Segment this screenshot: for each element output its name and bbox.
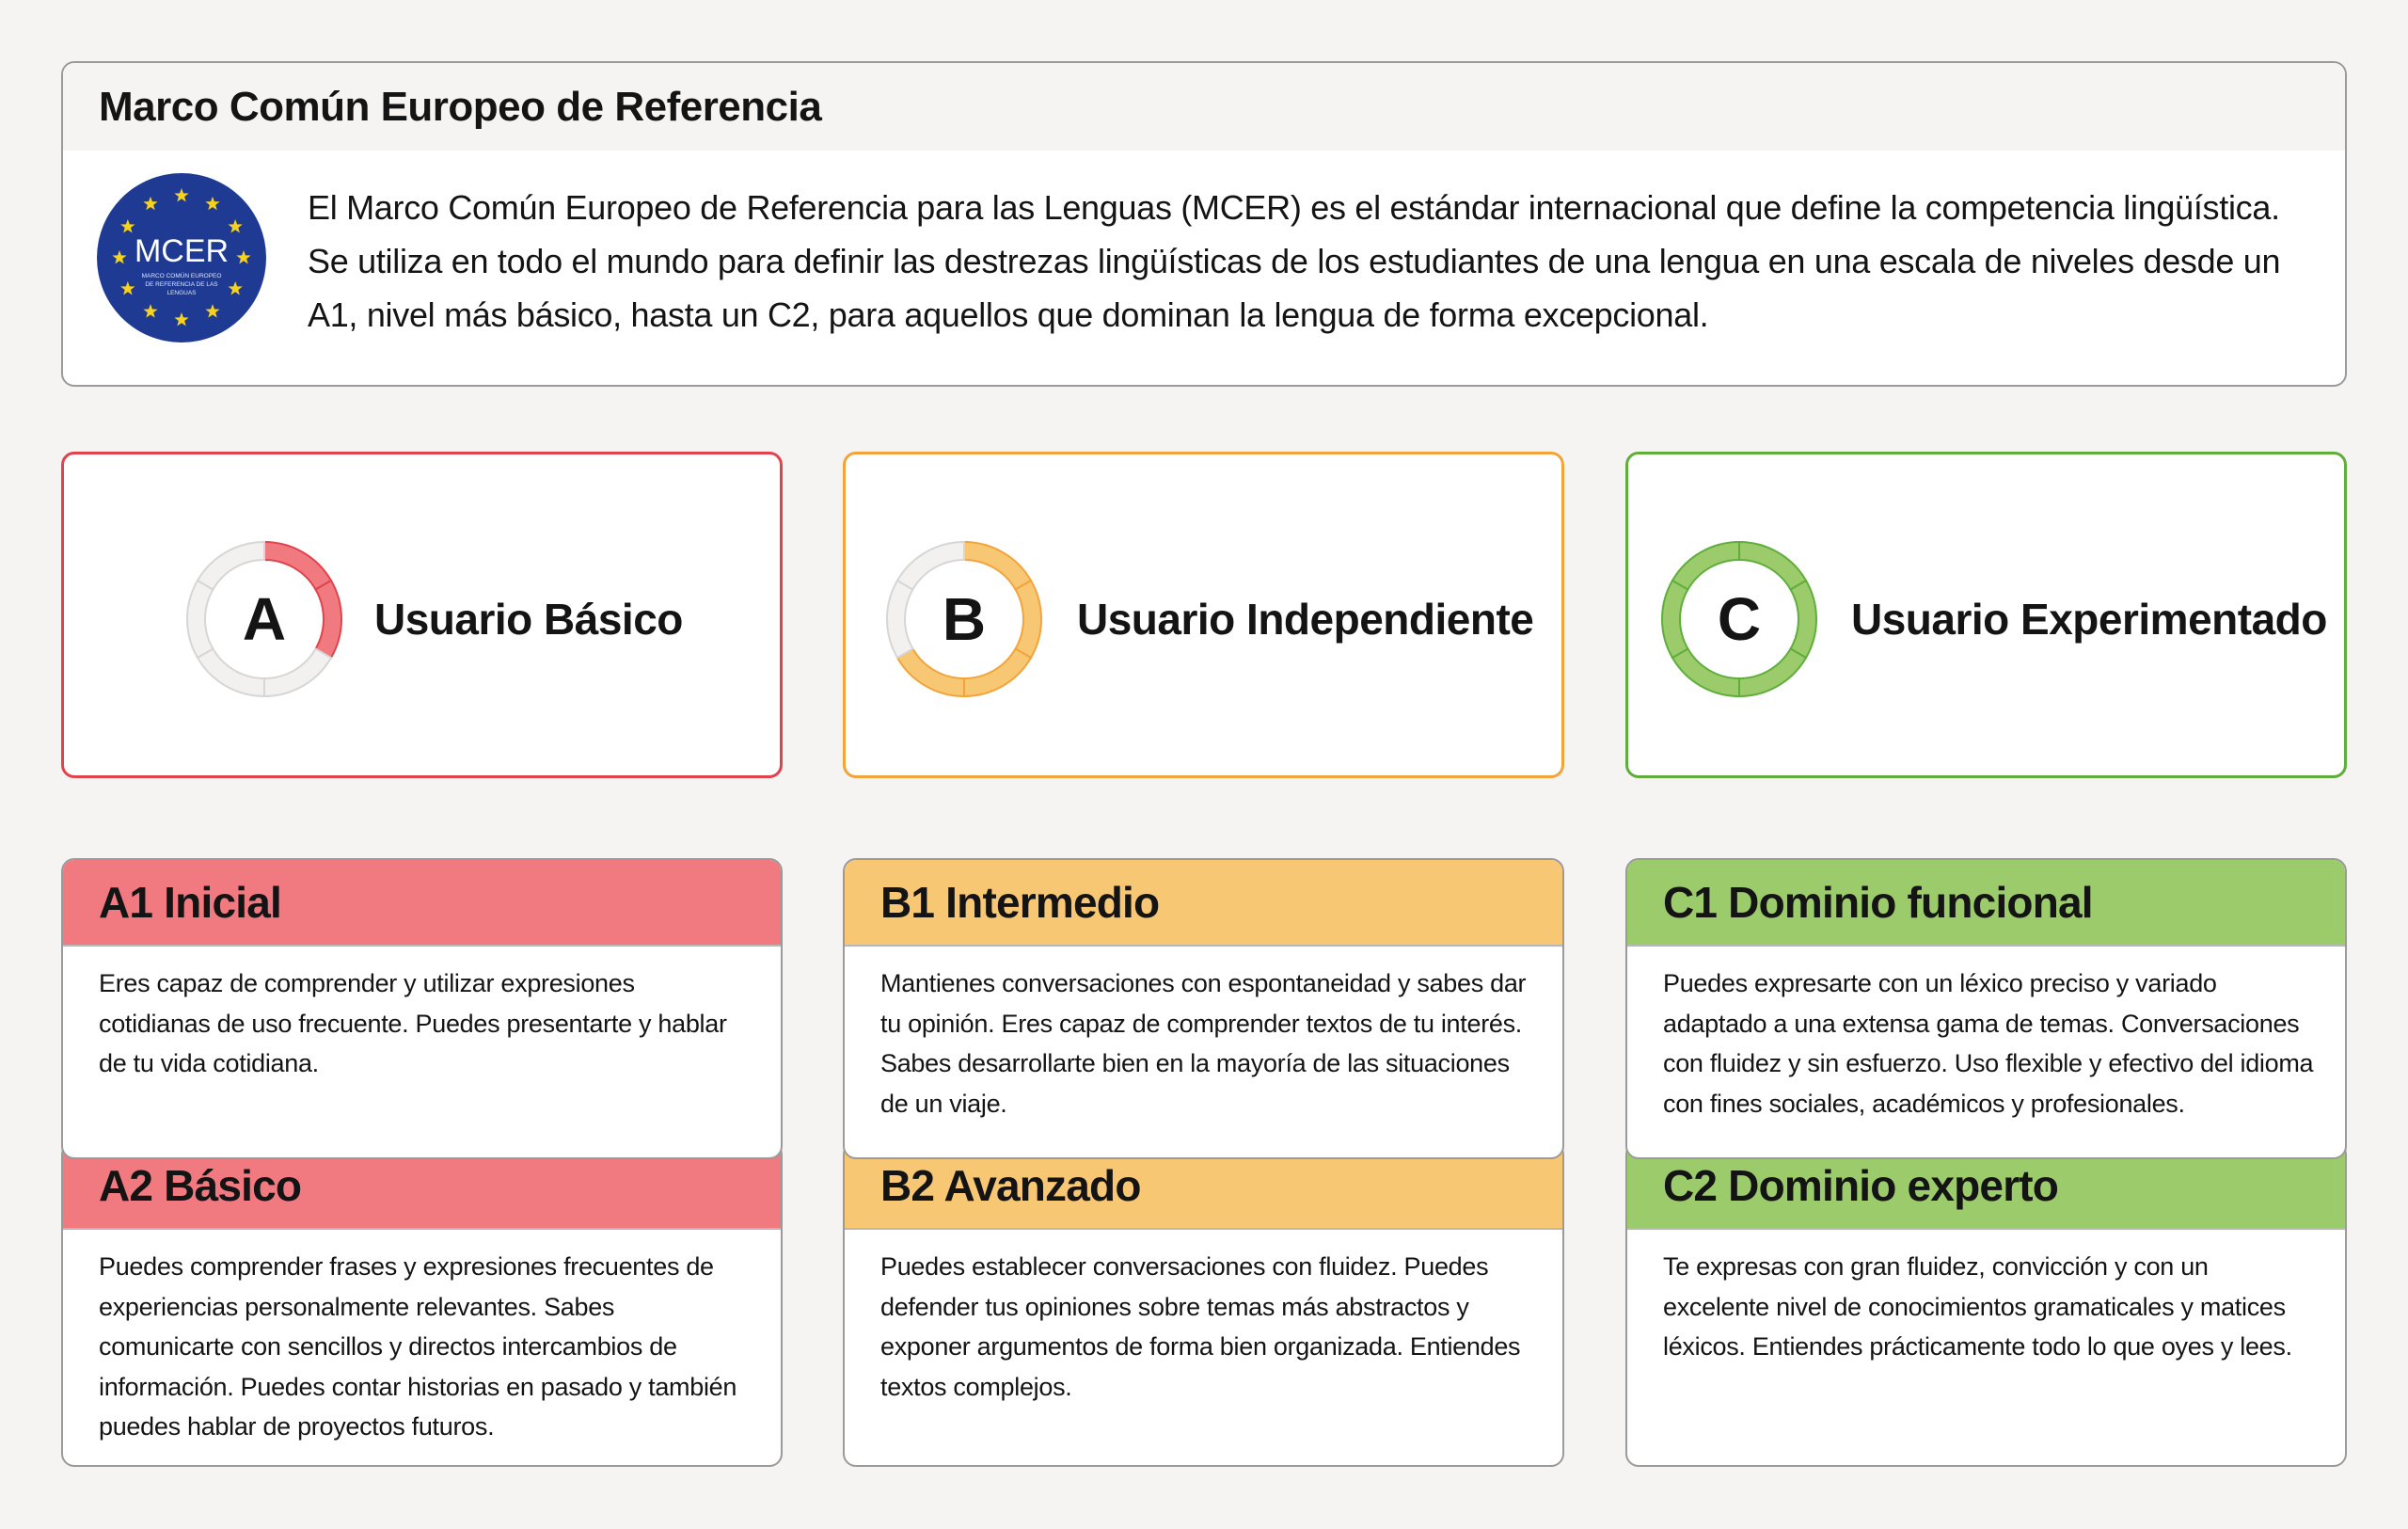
level-card-b (843, 452, 1564, 778)
sublevel-card-b2 (843, 1141, 1564, 1467)
intro-description: El Marco Común Europeo de Referencia para las Lenguas (MCER) es el estándar internacional que define la competencia lingüística. Se utiliza en todo el mundo para definir las destrezas lingüísticas de los estudiantes de una lengua en una escala de niveles desde un A1, nivel más básico, hasta un C2, para aquellos que dominan la lengua de forma excepcional. (308, 188, 2281, 334)
sublevel-description: Eres capaz de comprender y utilizar expresiones cotidianas de uso frecuente. Puedes presentarte y hablar de tu vida cotidiana. (99, 969, 727, 1077)
sublevel-title: A2 Básico (99, 1161, 302, 1210)
sublevel-header (845, 860, 1562, 947)
sublevel-card-a2 (61, 1141, 783, 1467)
intro-card-body (63, 151, 2345, 387)
level-name: Usuario Independiente (1077, 595, 1534, 644)
level-card-c (1625, 452, 2347, 778)
sublevel-card-c1 (1625, 858, 2347, 1159)
intro-card-header (63, 63, 2345, 151)
sublevel-description: Mantienes conversaciones con espontaneidad y sabes dar tu opinión. Eres capaz de comprender textos de tu interés. Sabes desarrollarte bien en la mayoría de las situaciones de un viaje. (880, 969, 1527, 1118)
sublevel-card-c2 (1625, 1141, 2347, 1467)
level-letter: C (1717, 585, 1762, 653)
logo-subtext-1: MARCO COMÚN EUROPEO (141, 273, 222, 279)
sublevel-title: C2 Dominio experto (1663, 1161, 2059, 1210)
logo-subtext-3: LENGUAS (166, 290, 197, 296)
sublevel-header (1627, 860, 2345, 947)
sublevel-description: Puedes expresarte con un léxico preciso y variado adaptado a una extensa gama de temas. Conversaciones con fluidez y sin esfuerzo. Uso flexible y efectivo del idioma con fines sociales, académicos y profesionales. (1663, 969, 2314, 1118)
sublevel-title: B2 Avanzado (880, 1161, 1141, 1210)
sublevel-title: B1 Intermedio (880, 878, 1160, 927)
level-letter: A (242, 585, 287, 653)
level-card-a (61, 452, 783, 778)
page-title: Marco Común Europeo de Referencia (99, 83, 822, 130)
sublevel-card-a1 (61, 858, 783, 1159)
sublevel-title: C1 Dominio funcional (1663, 878, 2093, 927)
level-letter: B (942, 585, 987, 653)
sublevel-card-b1 (843, 858, 1564, 1159)
sublevel-description: Puedes comprender frases y expresiones frecuentes de experiencias personalmente relevantes. Sabes comunicarte con sencillos y directos intercambios de información. Puedes contar historias en pasado y también puedes hablar de proyectos futuros. (99, 1252, 737, 1441)
mcer-logo (97, 173, 266, 342)
sublevel-description: Te expresas con gran fluidez, convicción y con un excelente nivel de conocimientos gramaticales y matices léxicos. Entiendes prácticamente todo lo que oyes y lees. (1663, 1252, 2292, 1361)
level-name: Usuario Básico (374, 595, 683, 644)
logo-text: MCER (134, 233, 230, 269)
sublevel-title: A1 Inicial (99, 878, 281, 927)
level-name: Usuario Experimentado (1851, 595, 2327, 644)
logo-subtext-2: DE REFERENCIA DE LAS (145, 281, 218, 288)
intro-card (61, 61, 2347, 387)
sublevel-header (63, 860, 781, 947)
sublevel-description: Puedes establecer conversaciones con fluidez. Puedes defender tus opiniones sobre temas más abstractos y exponer argumentos de forma bien organizada. Entiendes textos complejos. (880, 1252, 1521, 1401)
